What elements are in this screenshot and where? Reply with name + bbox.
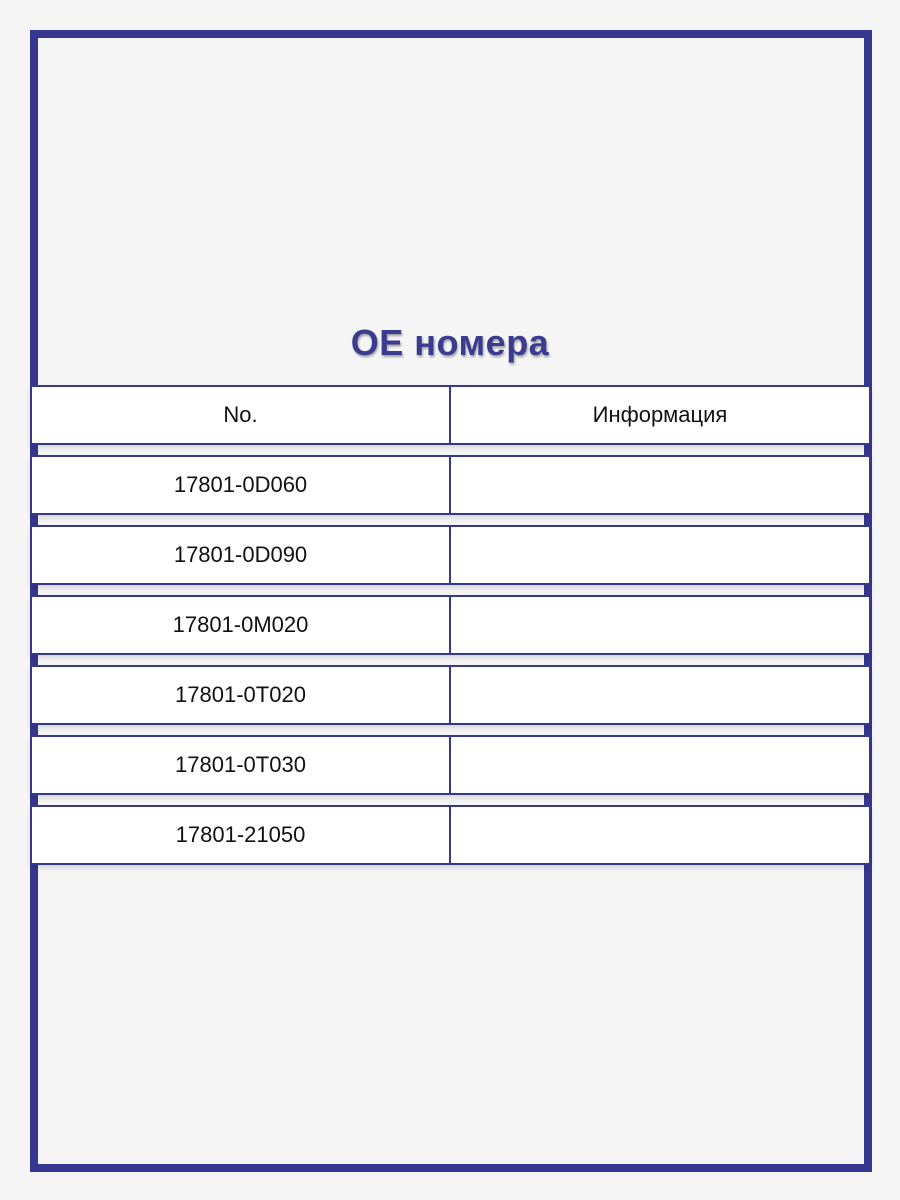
table-row [30,735,871,795]
oe-number-cell: 17801-0D090 [32,527,451,583]
oe-number-cell: 17801-21050 [32,807,451,863]
header-no: No. [32,387,451,443]
info-cell [451,667,869,723]
page-title: OE номера [350,322,550,363]
table-row [30,525,871,585]
table-row [30,805,871,865]
oe-number-cell: 17801-0D060 [32,457,451,513]
info-cell [451,527,869,583]
oe-number-cell: 17801-0M020 [32,597,451,653]
table-row [30,595,871,655]
table-row [30,665,871,725]
oe-numbers-table [30,385,871,865]
oe-number-cell: 17801-0T020 [32,667,451,723]
info-cell [451,597,869,653]
info-cell [451,457,869,513]
info-cell [451,737,869,793]
table-row [30,455,871,515]
table-header-row [30,385,871,445]
oe-number-cell: 17801-0T030 [32,737,451,793]
info-cell [451,807,869,863]
header-info: Информация [592,402,728,427]
